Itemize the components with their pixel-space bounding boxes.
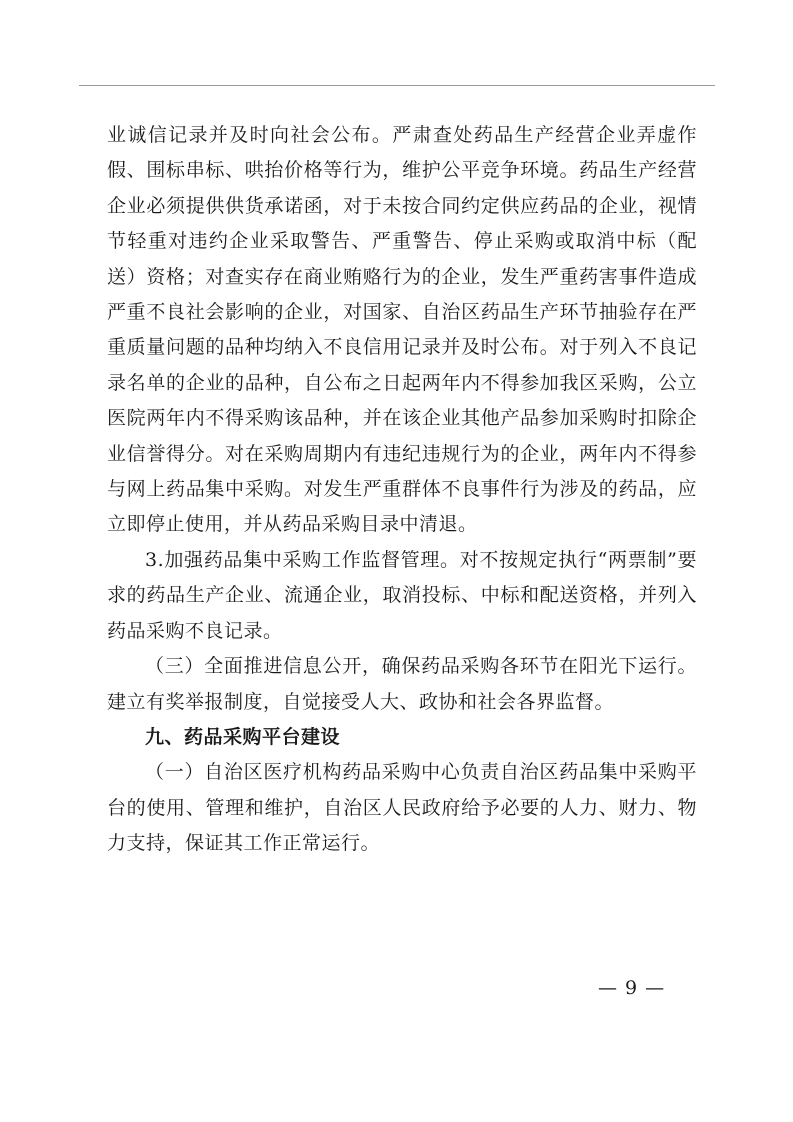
paragraph-information-disclosure: （三）全面推进信息公开，确保药品采购各环节在阳光下运行。建立有奖举报制度，自觉接受人大、政协和社会各界监督。 xyxy=(107,655,697,713)
document-body xyxy=(107,118,697,862)
page-number: — 9 — xyxy=(598,977,666,999)
paragraph-credit-records: 业诚信记录并及时向社会公布。严肃查处药品生产经营企业弄虚作假、围标串标、哄抬价格等行为，维护公平竞争环境。药品生产经营企业必须提供供货承诺函，对于未按合同约定供应药品的企业，视情节轻重对违约企业采取警告、严重警告、停止采购或取消中标（配送）资格；对查实存在商业贿赂行为的企业，发生严重药害事件造成严重不良社会影响的企业，对国家、自治区药品生产环节抽验存在严重质量问题的品种均纳入不良信用记录并及时公布。对于列入不良记录名单的企业的品种，自公布之日起两年内不得参加我区采购，公立医院两年内不得采购该品种，并在该企业其他产品参加采购时扣除企业信誉得分。对在采购周期内有违纪违规行为的企业，两年内不得参与网上药品集中采购。对发生严重群体不良事件行为涉及的药品，应立即停止使用，并从药品采购目录中清退。 xyxy=(107,124,697,536)
paragraph-supervision: 3.加强药品集中采购工作监督管理。对不按规定执行“两票制”要求的药品生产企业、流通企业，取消投标、中标和配送资格，并列入药品采购不良记录。 xyxy=(107,548,697,642)
paragraph-platform: （一）自治区医疗机构药品采购中心负责自治区药品集中采购平台的使用、管理和维护，自治区人民政府给予必要的人力、财力、物力支持，保证其工作正常运行。 xyxy=(107,761,697,855)
header-rule xyxy=(79,85,715,86)
section-heading: 九、药品采购平台建设 xyxy=(145,725,341,748)
